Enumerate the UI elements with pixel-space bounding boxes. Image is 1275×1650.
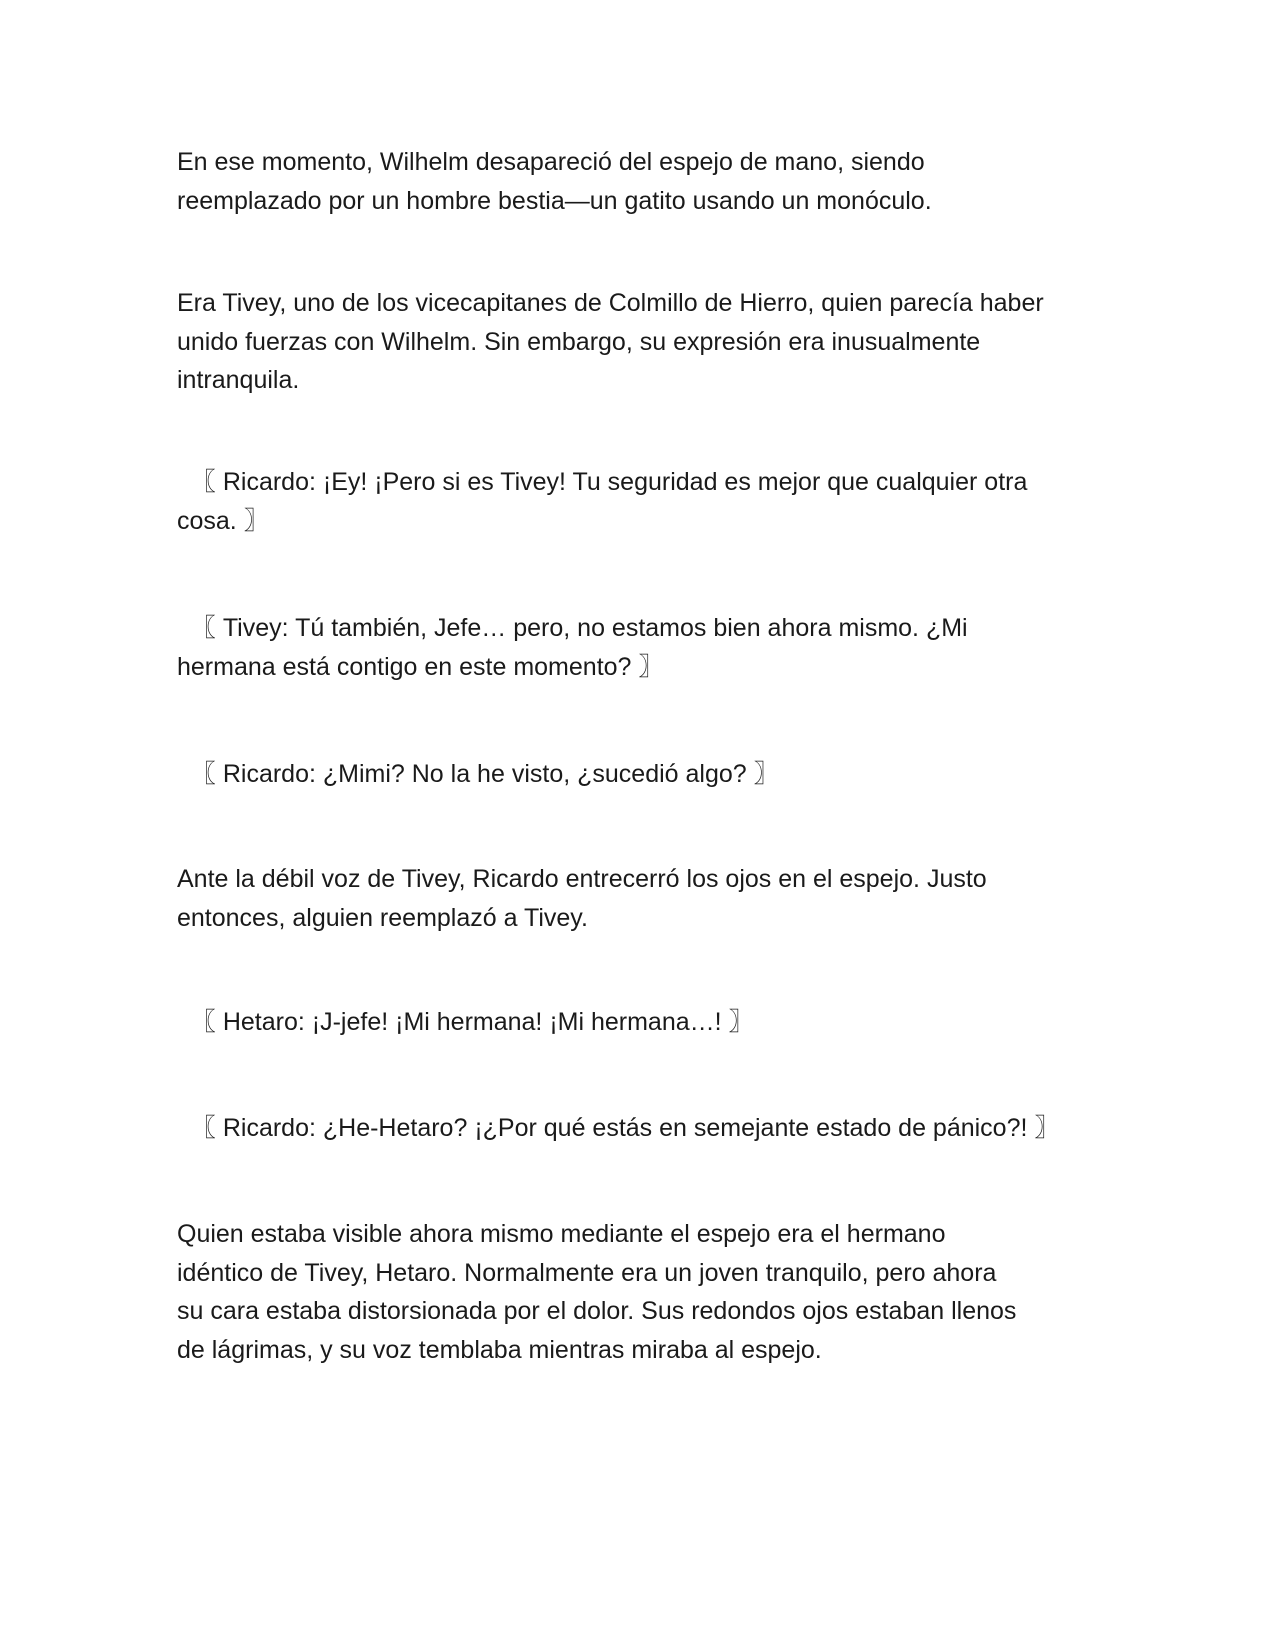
text-line: Quien estaba visible ahora mismo mediante el espejo era el hermano	[177, 1220, 946, 1248]
dialogue-line: 〖 Ricardo: ¡Ey! ¡Pero si es Tivey! Tu seguridad es mejor que cualquier otra	[177, 468, 1028, 496]
dialogue-line: cosa. 〗	[177, 506, 269, 535]
dialogue-paragraph	[177, 1109, 1112, 1148]
dialogue-paragraph	[177, 609, 1112, 686]
text-line: de lágrimas, y su voz temblaba mientras miraba al espejo.	[177, 1335, 822, 1364]
narration-paragraph	[177, 143, 1112, 220]
text-line: idéntico de Tivey, Hetaro. Normalmente era un joven tranquilo, pero ahora	[177, 1258, 997, 1287]
text-line: reemplazado por un hombre bestia—un gatito usando un monóculo.	[177, 186, 932, 215]
text-line: su cara estaba distorsionada por el dolor. Sus redondos ojos estaban llenos	[177, 1297, 1017, 1325]
text-line: Ante la débil voz de Tivey, Ricardo entrecerró los ojos en el espejo. Justo	[177, 865, 987, 893]
narration-paragraph	[177, 1215, 1112, 1369]
text-line: Era Tivey, uno de los vicecapitanes de Colmillo de Hierro, quien parecía haber	[177, 289, 1044, 317]
text-line: entonces, alguien reemplazó a Tivey.	[177, 903, 588, 932]
text-line: En ese momento, Wilhelm desapareció del espejo de mano, siendo	[177, 148, 925, 176]
dialogue-line: 〖 Hetaro: ¡J-jefe! ¡Mi hermana! ¡Mi hermana…! 〗	[177, 1008, 754, 1036]
dialogue-line: 〖 Ricardo: ¿Mimi? No la he visto, ¿sucedió algo? 〗	[177, 760, 779, 788]
dialogue-paragraph	[177, 755, 1112, 794]
narration-paragraph	[177, 860, 1112, 937]
dialogue-paragraph	[177, 463, 1112, 540]
dialogue-line: hermana está contigo en este momento? 〗	[177, 652, 664, 681]
dialogue-line: 〖 Ricardo: ¿He-Hetaro? ¡¿Por qué estás en semejante estado de pánico?! 〗	[177, 1114, 1060, 1142]
narration-paragraph	[177, 284, 1112, 400]
text-line: intranquila.	[177, 366, 300, 394]
dialogue-paragraph	[177, 1003, 1112, 1042]
text-line: unido fuerzas con Wilhelm. Sin embargo, su expresión era inusualmente	[177, 327, 981, 356]
dialogue-line: 〖 Tivey: Tú también, Jefe… pero, no estamos bien ahora mismo. ¿Mi	[177, 614, 968, 642]
